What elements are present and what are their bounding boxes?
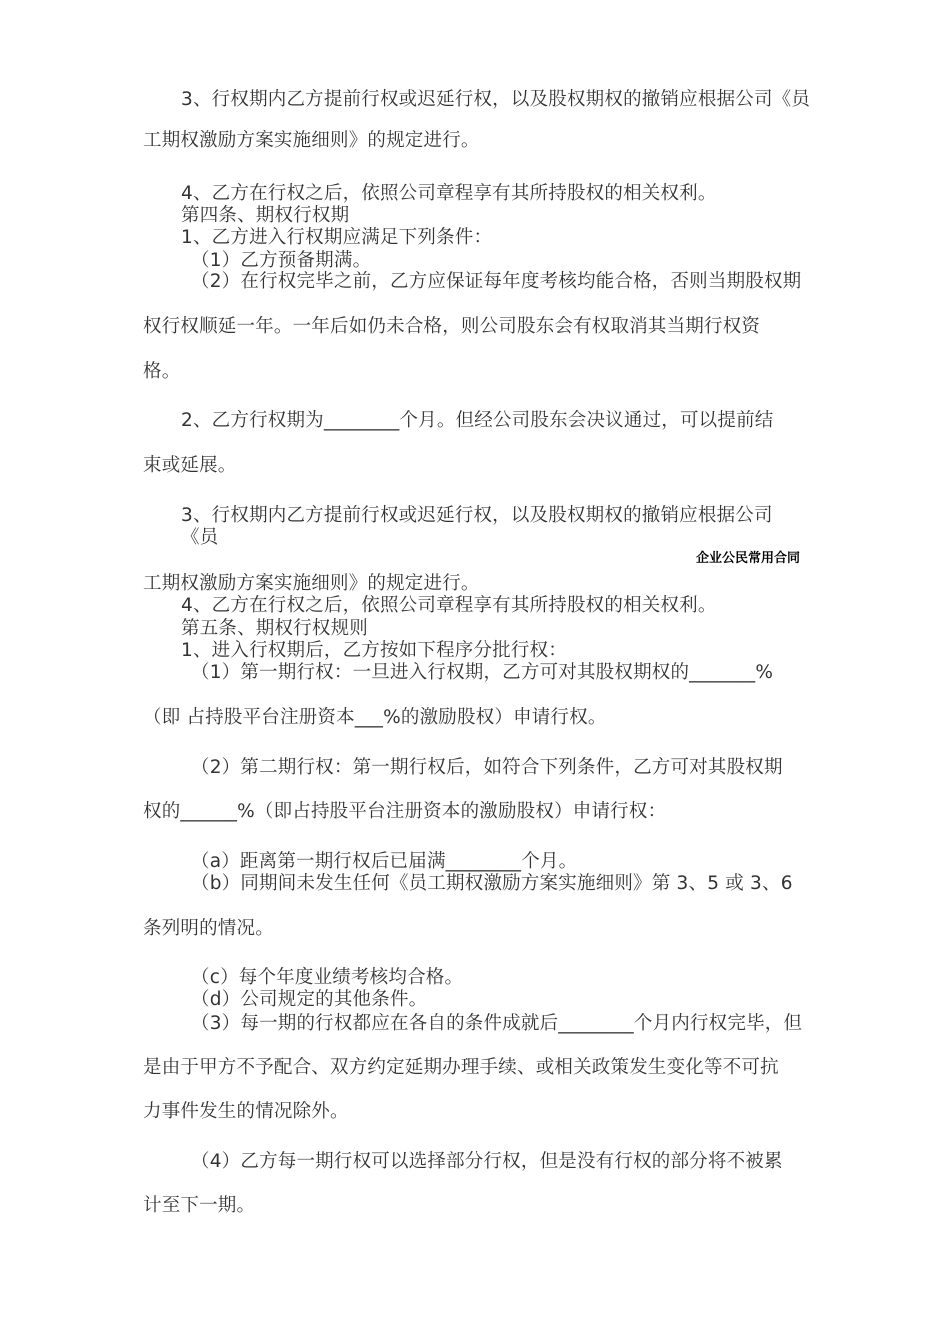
paragraph-line: （1）第一期行权：一旦进入行权期，乙方可对其股权期权的_______%	[191, 662, 774, 683]
paragraph-line: 3、行权期内乙方提前行权或迟延行权，以及股权期权的撤销应根据公司《员	[181, 89, 811, 110]
paragraph-line: （1）乙方预备期满。	[191, 250, 372, 271]
paragraph-line: 条列明的情况。	[143, 918, 274, 939]
paragraph-line: （d）公司规定的其他条件。	[191, 989, 428, 1010]
paragraph-line: （即 占持股平台注册资本___%的激励股权）申请行权。	[143, 707, 607, 728]
document-header-tag: 企业公民常用合同	[696, 551, 801, 566]
paragraph-line: 权的______%（即占持股平台注册资本的激励股权）申请行权：	[143, 801, 667, 822]
paragraph-line: 计至下一期。	[143, 1195, 256, 1216]
paragraph-line: 4、乙方在行权之后，依照公司章程享有其所持股权的相关权利。	[181, 595, 717, 616]
paragraph-line: 束或延展。	[143, 455, 237, 476]
paragraph-line: 3、行权期内乙方提前行权或迟延行权，以及股权期权的撤销应根据公司	[181, 505, 773, 526]
section-heading: 第四条、期权行权期	[181, 205, 350, 226]
paragraph-line: 格。	[143, 361, 181, 382]
paragraph-line: 是由于甲方不予配合、双方约定延期办理手续、或相关政策发生变化等不可抗	[143, 1057, 779, 1078]
paragraph-line: （b）同期间未发生任何《员工期权激励方案实施细则》第 3、5 或 3、6	[191, 873, 793, 894]
paragraph-line: （a）距离第一期行权后已届满________个月。	[191, 851, 578, 872]
paragraph-line: 工期权激励方案实施细则》的规定进行。	[143, 573, 480, 594]
paragraph-line: （c）每个年度业绩考核均合格。	[191, 967, 464, 988]
paragraph-line: （4）乙方每一期行权可以选择部分行权，但是没有行权的部分将不被累	[191, 1151, 783, 1172]
paragraph-line: 1、进入行权期后，乙方按如下程序分批行权：	[181, 640, 567, 661]
paragraph-line: 《员	[181, 527, 219, 548]
paragraph-line: 2、乙方行权期为________个月。但经公司股东会决议通过，可以提前结	[181, 410, 774, 431]
section-heading: 第五条、期权行权规则	[181, 618, 369, 639]
paragraph-line: 权行权顺延一年。一年后如仍未合格，则公司股东会有权取消其当期行权资	[143, 316, 761, 337]
paragraph-line: （2）第二期行权：第一期行权后，如符合下列条件，乙方可对其股权期	[191, 757, 783, 778]
paragraph-line: （2）在行权完毕之前，乙方应保证每年度考核均能合格，否则当期股权期	[191, 271, 802, 292]
paragraph-line: （3）每一期的行权都应在各自的条件成就后________个月内行权完毕，但	[191, 1013, 803, 1034]
paragraph-line: 1、乙方进入行权期应满足下列条件：	[181, 227, 493, 248]
paragraph-line: 力事件发生的情况除外。	[143, 1101, 349, 1122]
paragraph-line: 4、乙方在行权之后，依照公司章程享有其所持股权的相关权利。	[181, 183, 717, 204]
paragraph-line: 工期权激励方案实施细则》的规定进行。	[143, 130, 480, 151]
